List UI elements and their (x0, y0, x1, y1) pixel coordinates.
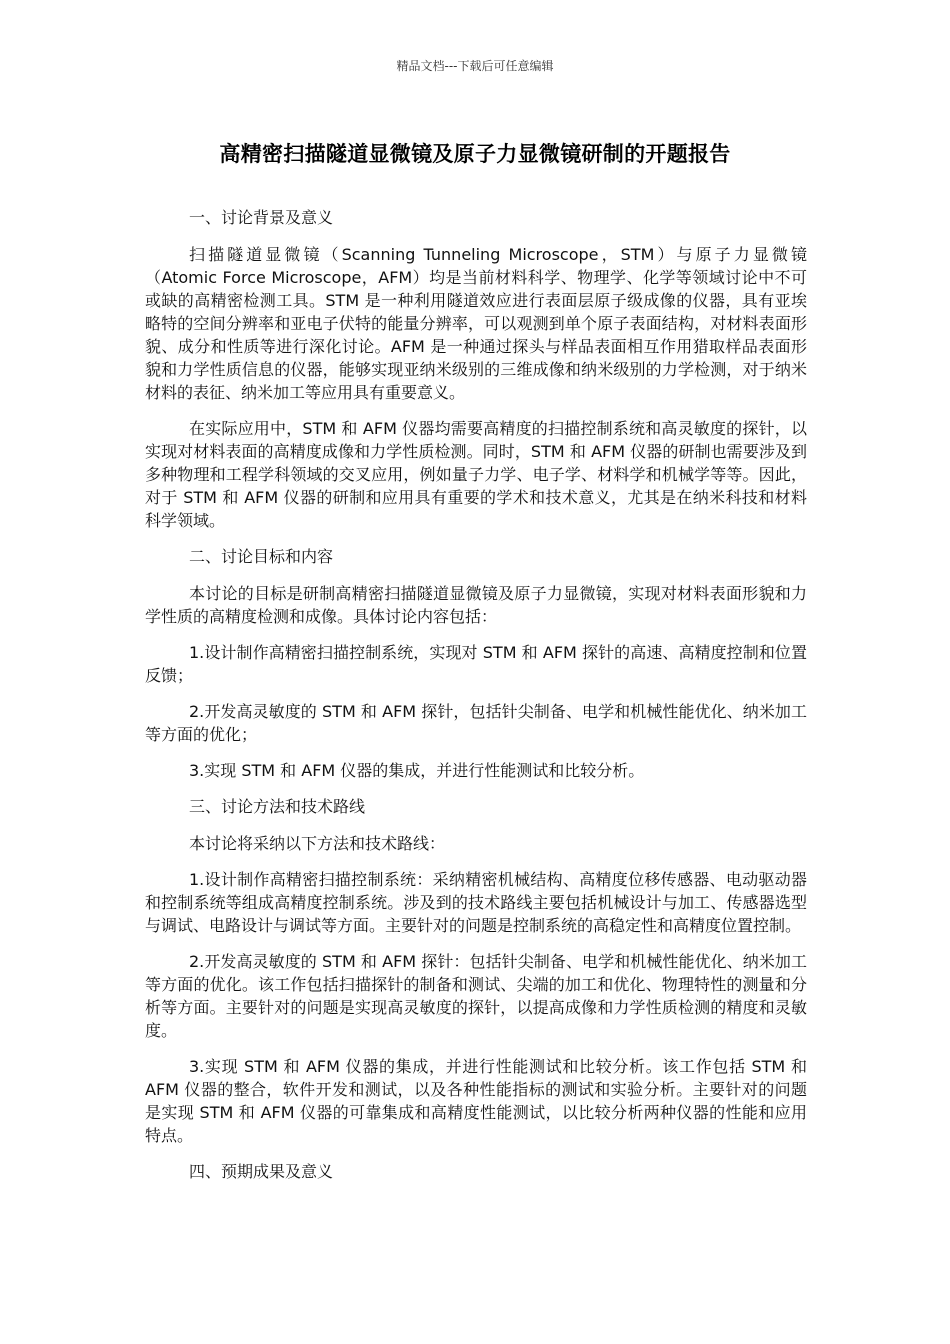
document-body (145, 206, 807, 1197)
section-2-list-item-3: 3.实现 STM 和 AFM 仪器的集成，并进行性能测试和比较分析。 (189, 761, 645, 780)
section-2-paragraph-1: 本讨论的目标是研制高精密扫描隧道显微镜及原子力显微镜，实现对材料表面形貌和力学性质的高精度检测和成像。具体讨论内容包括： (145, 584, 807, 626)
header-note: 精品文档---下载后可任意编辑 (396, 59, 554, 73)
section-3-paragraph-1: 本讨论将采纳以下方法和技术路线： (189, 834, 446, 853)
document-title: 高精密扫描隧道显微镜及原子力显微镜研制的开题报告 (219, 142, 731, 166)
section-heading-2: 二、讨论目标和内容 (189, 547, 334, 566)
section-3-list-item-2: 2.开发高灵敏度的 STM 和 AFM 探针：包括针尖制备、电学和机械性能优化、纳米加工等方面的优化。该工作包括扫描探针的制备和测试、尖端的加工和优化、物理特性的测量和分析等方面。主要针对的问题是实现高灵敏度的探针，以提高成像和力学性质检测的精度和灵敏度。 (145, 952, 807, 1040)
section-heading-3: 三、讨论方法和技术路线 (189, 797, 366, 816)
section-2-list-item-2: 2.开发高灵敏度的 STM 和 AFM 探针，包括针尖制备、电学和机械性能优化、纳米加工等方面的优化； (145, 702, 807, 744)
section-3-list-item-1: 1.设计制作高精密扫描控制系统：采纳精密机械结构、高精度位移传感器、电动驱动器和控制系统等组成高精度控制系统。涉及到的技术路线主要包括机械设计与加工、传感器选型与调试、电路设计与调试等方面。主要针对的问题是控制系统的高稳定性和高精度位置控制。 (145, 870, 807, 935)
section-3-list-item-3: 3.实现 STM 和 AFM 仪器的集成，并进行性能测试和比较分析。该工作包括 STM 和 AFM 仪器的整合，软件开发和测试，以及各种性能指标的测试和实验分析。主要针对的问题是实现 STM 和 AFM 仪器的可靠集成和高精度性能测试，以比较分析两种仪器的性能和应用特点。 (145, 1057, 807, 1145)
section-1-paragraph-1: 扫描隧道显微镜（Scanning Tunneling Microscope，STM）与原子力显微镜（Atomic Force Microscope，AFM）均是当前材料科学、物理学、化学等领域讨论中不可或缺的高精密检测工具。STM 是一种利用隧道效应进行表面层原子级成像的仪器，具有亚埃略特的空间分辨率和亚电子伏特的能量分辨率，可以观测到单个原子表面结构，对材料表面形貌、成分和性质等进行深化讨论。AFM 是一种通过探头与样品表面相互作用猎取样品表面形貌和力学性质信息的仪器，能够实现亚纳米级别的三维成像和纳米级别的力学检测，对于纳米材料的表征、纳米加工等应用具有重要意义。 (145, 245, 807, 402)
section-1-paragraph-2: 在实际应用中，STM 和 AFM 仪器均需要高精度的扫描控制系统和高灵敏度的探针，以实现对材料表面的高精度成像和力学性质检测。同时，STM 和 AFM 仪器的研制也需要涉及到多种物理和工程学科领域的交叉应用，例如量子力学、电子学、材料学和机械学等等。因此，对于 STM 和 AFM 仪器的研制和应用具有重要的学术和技术意义，尤其是在纳米科技和材料科学领域。 (145, 419, 807, 530)
section-2-list-item-1: 1.设计制作高精密扫描控制系统，实现对 STM 和 AFM 探针的高速、高精度控制和位置反馈； (145, 643, 807, 685)
section-heading-1: 一、讨论背景及意义 (189, 208, 334, 227)
section-heading-4: 四、预期成果及意义 (189, 1162, 334, 1181)
